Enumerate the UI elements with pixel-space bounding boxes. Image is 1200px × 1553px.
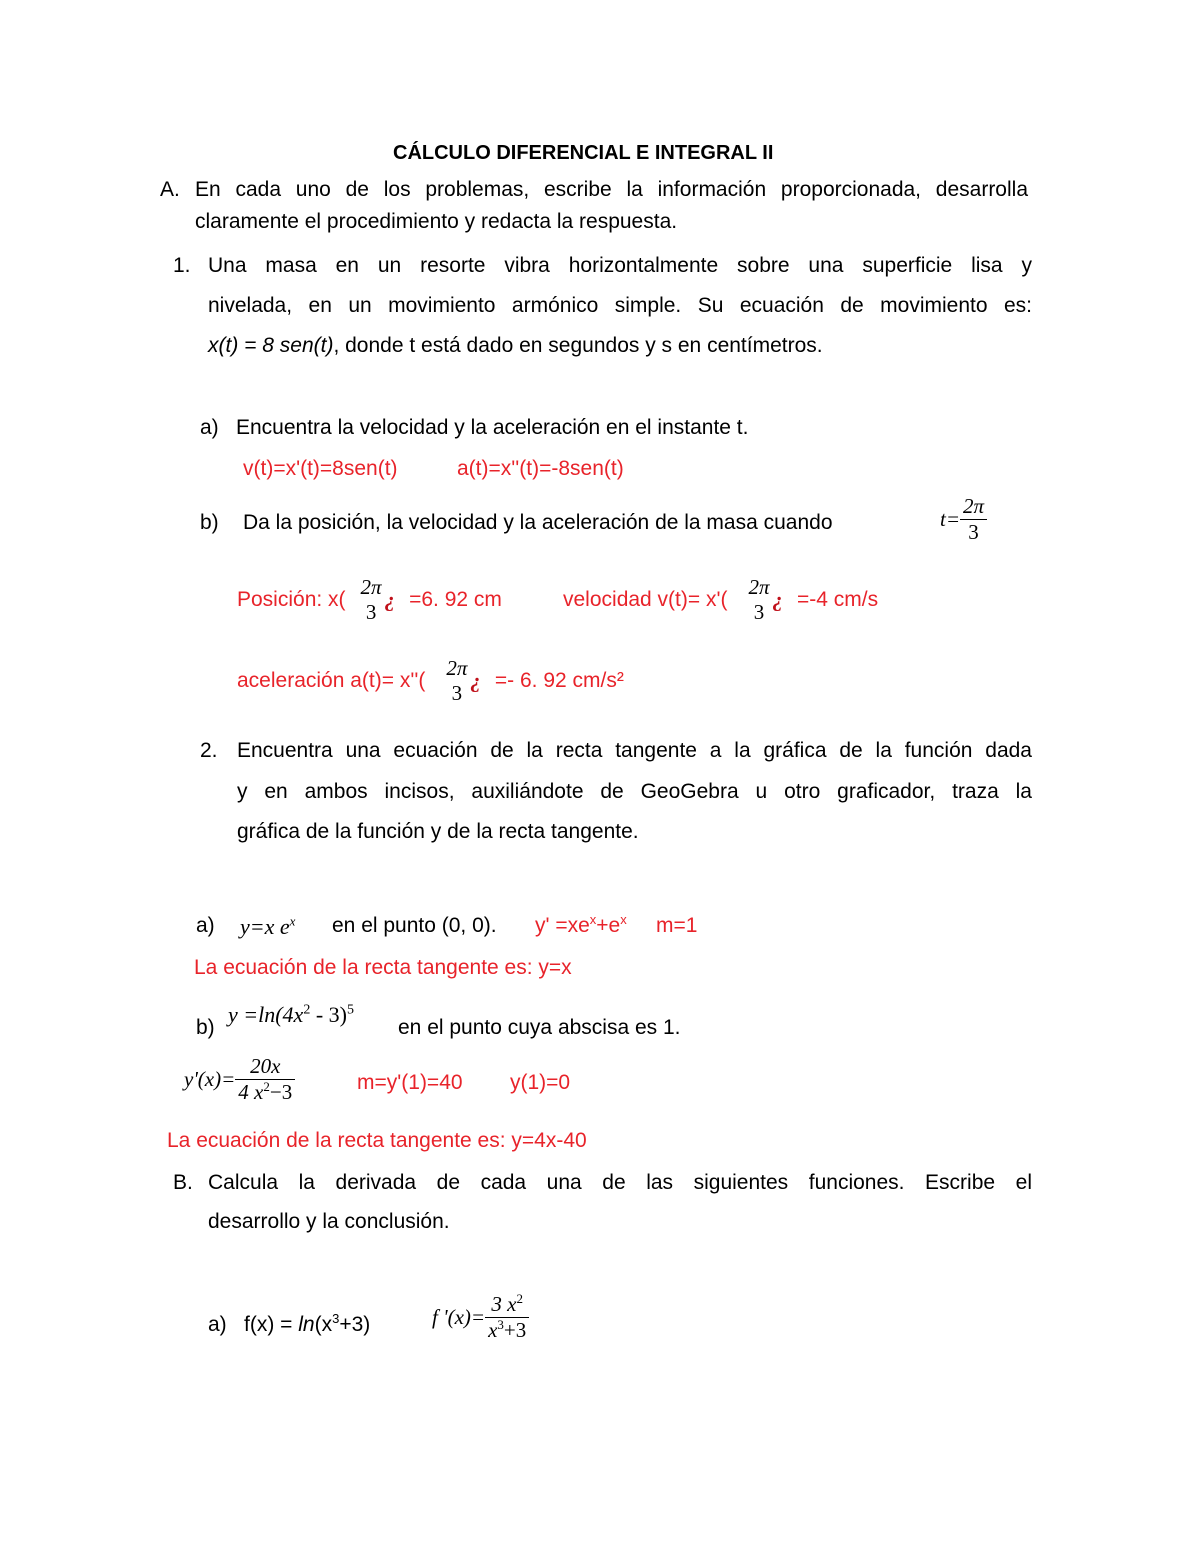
acceleration-line: aceleración a(t)= x''( 2π 3 ¿ =- 6. 92 cm/s² bbox=[237, 656, 624, 705]
problem2-b-text: en el punto cuya abscisa es 1. bbox=[398, 1016, 681, 1039]
conclusion-2b: La ecuación de la recta tangente es: y=4x-40 bbox=[167, 1129, 587, 1152]
section-a-line2: claramente el procedimiento y redacta la respuesta. bbox=[195, 210, 678, 233]
velocity-line: velocidad v(t)= x'( 2π 3 ¿ =-4 cm/s bbox=[563, 575, 879, 624]
problem1-b-marker: b) bbox=[200, 511, 219, 534]
derivative-fraction: $\frac{20x}{4 x^2-3}$ bbox=[235, 1054, 295, 1105]
problem2-line3: gráfica de la función y de la recta tangente. bbox=[237, 820, 639, 843]
fraction-2pi-3: 2π 3 bbox=[360, 575, 382, 624]
position-line: Posición: x( 2π 3 ¿ =6. 92 cm bbox=[237, 575, 502, 624]
y-value-2b: y(1)=0 bbox=[510, 1071, 571, 1094]
problem2-b-marker: b) bbox=[196, 1016, 215, 1039]
acceleration-answer: a(t)=x''(t)=-8sen(t) bbox=[457, 457, 624, 480]
problem1-line2: nivelada, en un movimiento armónico simple. Su ecuación de movimiento es: bbox=[208, 294, 1032, 317]
problem1-line1: Una masa en un resorte vibra horizontalmente sobre una superficie lisa y bbox=[208, 254, 1032, 277]
derivative-fraction: $\frac{3 x^2}{x^3+3}$ bbox=[485, 1292, 529, 1343]
motion-equation: x(t) = 8 sen(t) bbox=[208, 334, 334, 357]
velocity-answer: v(t)=x'(t)=8sen(t) bbox=[243, 457, 398, 480]
page-title: CÁLCULO DIFERENCIAL E INTEGRAL II bbox=[393, 142, 774, 164]
derivative-xex: $y' =xe^x+e^x$ bbox=[535, 912, 627, 937]
time-value: t= $\frac{2\pi}{3}$ bbox=[940, 494, 987, 545]
problem2-line1: Encuentra una ecuación de la recta tangente a la gráfica de la función dada bbox=[237, 739, 1032, 762]
function-ln-cubic: $f(x) = \ln(x^3+3)$ bbox=[244, 1311, 371, 1336]
problem2-number: 2. bbox=[200, 739, 218, 762]
section-a-line1: En cada uno de los problemas, escribe la información proporcionada, desarrolla bbox=[195, 178, 1028, 201]
derivative-ln-cubic: f '(x)= $\frac{3 x^2}{x^3+3}$ bbox=[432, 1292, 529, 1343]
problem2-a-text: en el punto (0, 0). bbox=[332, 914, 497, 937]
fraction-2pi-3: $\frac{2\pi}{3}$ bbox=[960, 494, 987, 545]
problem1-a-marker: a) bbox=[200, 416, 219, 439]
section-b-marker: B. bbox=[173, 1171, 193, 1194]
section-b-line2: desarrollo y la conclusión. bbox=[208, 1210, 450, 1233]
problem1-a-text: Encuentra la velocidad y la aceleración en el instante t. bbox=[236, 416, 749, 439]
section-b-a-marker: a) bbox=[208, 1313, 227, 1336]
fraction-2pi-3: 2π 3 bbox=[446, 656, 468, 705]
problem1-b-text: Da la posición, la velocidad y la aceleración de la masa cuando bbox=[243, 511, 833, 534]
problem1-number: 1. bbox=[173, 254, 191, 277]
problem2-a-marker: a) bbox=[196, 914, 215, 937]
problem2-line2: y en ambos incisos, auxiliándote de GeoGebra u otro graficador, traza la bbox=[237, 780, 1032, 803]
problem1-line3-rest: , donde t está dado en segundos y s en centímetros. bbox=[333, 334, 823, 357]
slope-2a: m=1 bbox=[656, 914, 698, 937]
fraction-2pi-3: 2π 3 bbox=[748, 575, 770, 624]
section-a-marker: A. bbox=[160, 178, 180, 201]
section-b-line1: Calcula la derivada de cada una de las siguientes funciones. Escribe el bbox=[208, 1171, 1032, 1194]
function-xex: y=x $e^x$ bbox=[240, 913, 296, 939]
conclusion-2a: La ecuación de la recta tangente es: y=x bbox=[194, 956, 572, 979]
derivative-ln: y'(x)= $\frac{20x}{4 x^2-3}$ bbox=[184, 1054, 295, 1105]
function-ln: $y =\ln(4x^2 - 3)^5$ bbox=[228, 1002, 354, 1027]
slope-2b: m=y'(1)=40 bbox=[357, 1071, 463, 1094]
problem1-line3 bbox=[208, 334, 823, 358]
